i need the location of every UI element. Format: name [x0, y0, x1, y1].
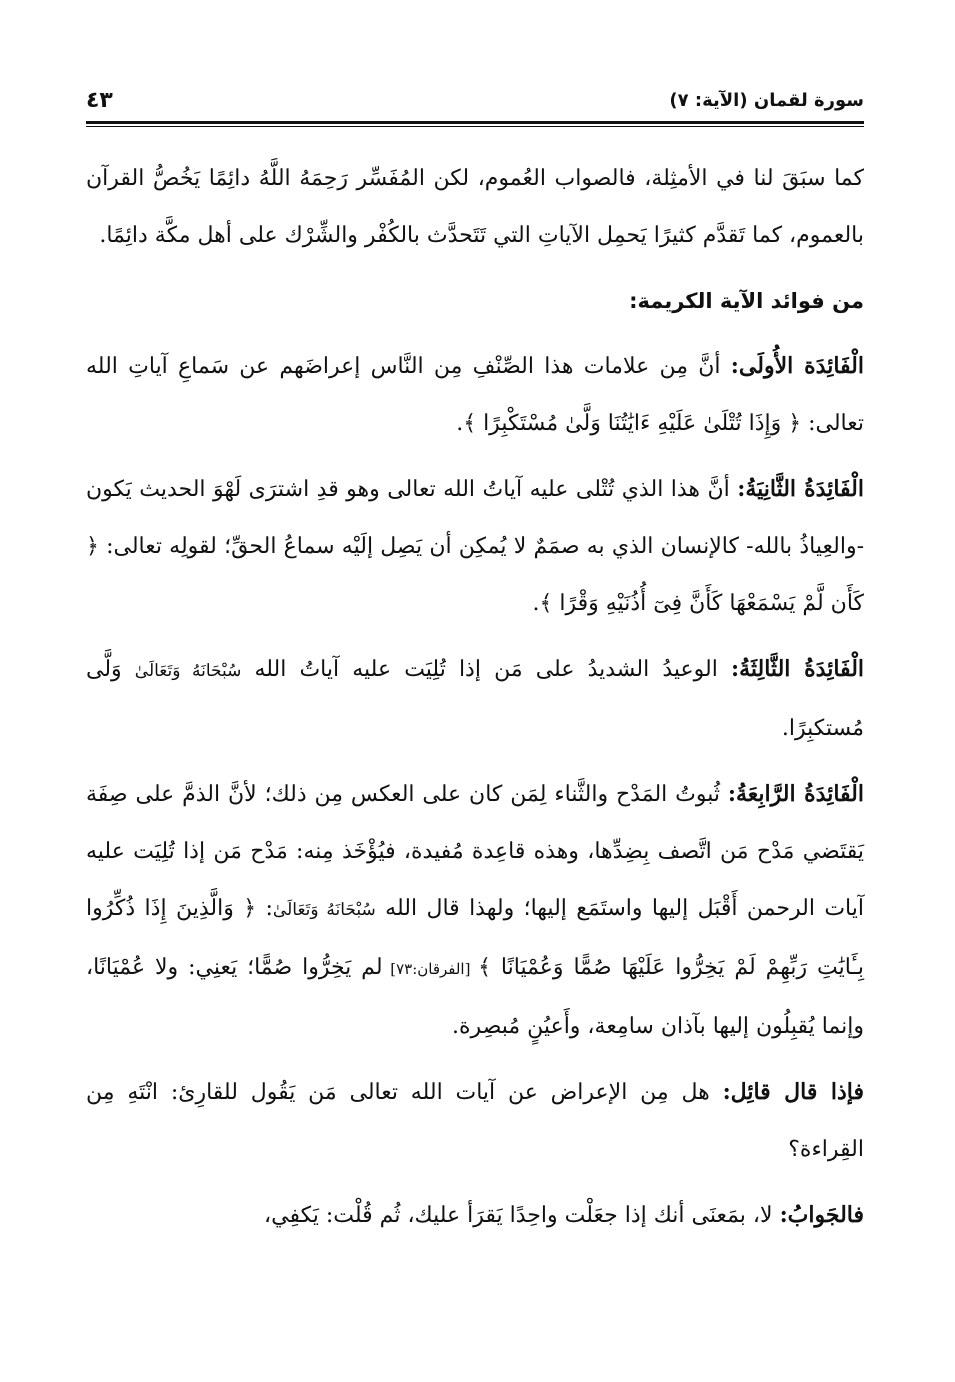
- benefit-1-end: .: [456, 411, 464, 436]
- benefit-4-mid: :: [256, 896, 273, 921]
- surah-title: سورة لقمان (الآية: ٧): [669, 90, 864, 111]
- benefit-1-label: الْفَائِدَة الأُولَى:: [730, 353, 864, 379]
- paragraph-benefit-1: [86, 338, 864, 452]
- paragraph-benefit-4: [86, 766, 864, 1055]
- benefit-1-ayah: ﴿ وَإِذَا تُتْلَىٰ عَلَيْهِ ءَايَٰتُنَا وَلَّىٰ مُسْتَكْبِرًا ﴾: [463, 411, 802, 436]
- paragraph-benefit-3: [86, 641, 864, 757]
- page-number: ٤٣: [86, 88, 113, 113]
- question-text: هل مِن الإعراض عن آيات الله تعالى مَن يَقُول للقارِئ: انْتَهِ مِن القِراءة؟: [86, 1080, 864, 1162]
- paragraph-benefit-2: [86, 461, 864, 632]
- paragraph-answer: [86, 1187, 864, 1244]
- benefit-1-text: أنَّ مِن علامات هذا الصِّنْفِ مِن النَّاس إعراضَهم عن سَماعِ آياتِ الله تعالى:: [86, 354, 864, 436]
- benefit-4-honorific: سُبْحَانَهُ وَتَعَالَىٰ: [272, 900, 376, 920]
- benefit-2-end: .: [532, 591, 540, 616]
- answer-text: لا، بمَعنَى أنك إذا جعَلْت واحِدًا يَقرَأ عليك، ثُم قُلْت: يَكفِي،: [264, 1203, 780, 1228]
- paragraph-question: [86, 1064, 864, 1178]
- benefit-4-end: لم يَخِرُّوا صُمًّا؛ يَعنِي: ولا عُمْيَانًا، وإنما يُقبِلُون إليها بآذان سامِعة، وأَعيُنٍ مُبصِرة.: [86, 955, 864, 1039]
- benefit-4-text: ثُبوتُ المَدْح والثَّناء لِمَن كان على العكس مِن ذلك؛ لأنَّ الذمَّ على صِفَة يَقتَضي مَدْح مَن اتَّصف بِضِدِّها، وهذه قاعِدة مُفيدة، فيُؤْخَذ مِنه: مَدْح مَن إذا تُلِيَت عليه آيات الرحمن أَقْبَل إليها واستَمَع إليها؛ ولهذا قال الله: [86, 782, 864, 921]
- benefit-4-reference: [الفرقان:٧٣]: [382, 960, 479, 978]
- benefit-3-label: الْفَائِدَةُ الثَّالِثَةُ:: [730, 656, 865, 682]
- benefit-3-honorific: سُبْحَانَهُ وَتَعَالَىٰ: [134, 661, 242, 681]
- benefit-2-text: أنَّ هذا الذي تُتْلى عليه آياتُ الله تعالى وهو قدِ اشترَى لَهْوَ الحديث يَكون -والعِياذُ بالله- كالإنسان الذي به صمَمٌ لا يُمكِن أن يَصِل إلَيْه سماعُ الحقِّ؛ لقولِه تعالى:: [86, 477, 864, 559]
- header-rule-thick: [86, 121, 864, 124]
- section-heading: من فوائد الآية الكريمة:: [629, 289, 864, 313]
- page-body: [86, 150, 864, 1253]
- benefit-2-ayah: ﴿ كَأَن لَّمْ يَسْمَعْهَا كَأَنَّ فِىٓ أُذُنَيْهِ وَقْرًا ﴾: [86, 534, 864, 616]
- benefit-2-label: الْفَائِدَةُ الثَّانِيَةُ:: [737, 476, 865, 502]
- paragraph-intro: كما سبَقَ لنا في الأمثِلة، فالصواب العُموم، لكن المُفَسِّر رَحِمَهُ اللَّهُ دائِمًا يَخُصُّ القرآن بالعموم، كما تَقدَّم كثيرًا يَحمِل الآياتِ التي تَتَحدَّث بالكُفْر والشِّرْك على أهل مكَّة دائِمًا.: [86, 166, 864, 248]
- question-label: فإذا قال قائِل:: [722, 1079, 864, 1105]
- benefit-4-label: الْفَائِدَةُ الرَّابِعَةُ:: [727, 781, 864, 807]
- benefit-4-ayah: ﴿ وَالَّذِينَ إِذَا ذُكِّرُوا بِـَٔايَٰتِ رَبِّهِمْ لَمْ يَخِرُّوا عَلَيْهَا صُمًّا وَعُمْيَانًا ﴾: [86, 896, 864, 980]
- benefit-3-end: وَلَّى مُستكبِرًا.: [86, 657, 864, 741]
- running-header: [86, 86, 864, 122]
- benefit-3-text: الوعيدُ الشديدُ على مَن إذا تُلِيَت عليه آياتُ الله: [241, 657, 731, 682]
- answer-label: فالجَوابُ:: [779, 1202, 864, 1228]
- header-rule-thin: [86, 126, 864, 127]
